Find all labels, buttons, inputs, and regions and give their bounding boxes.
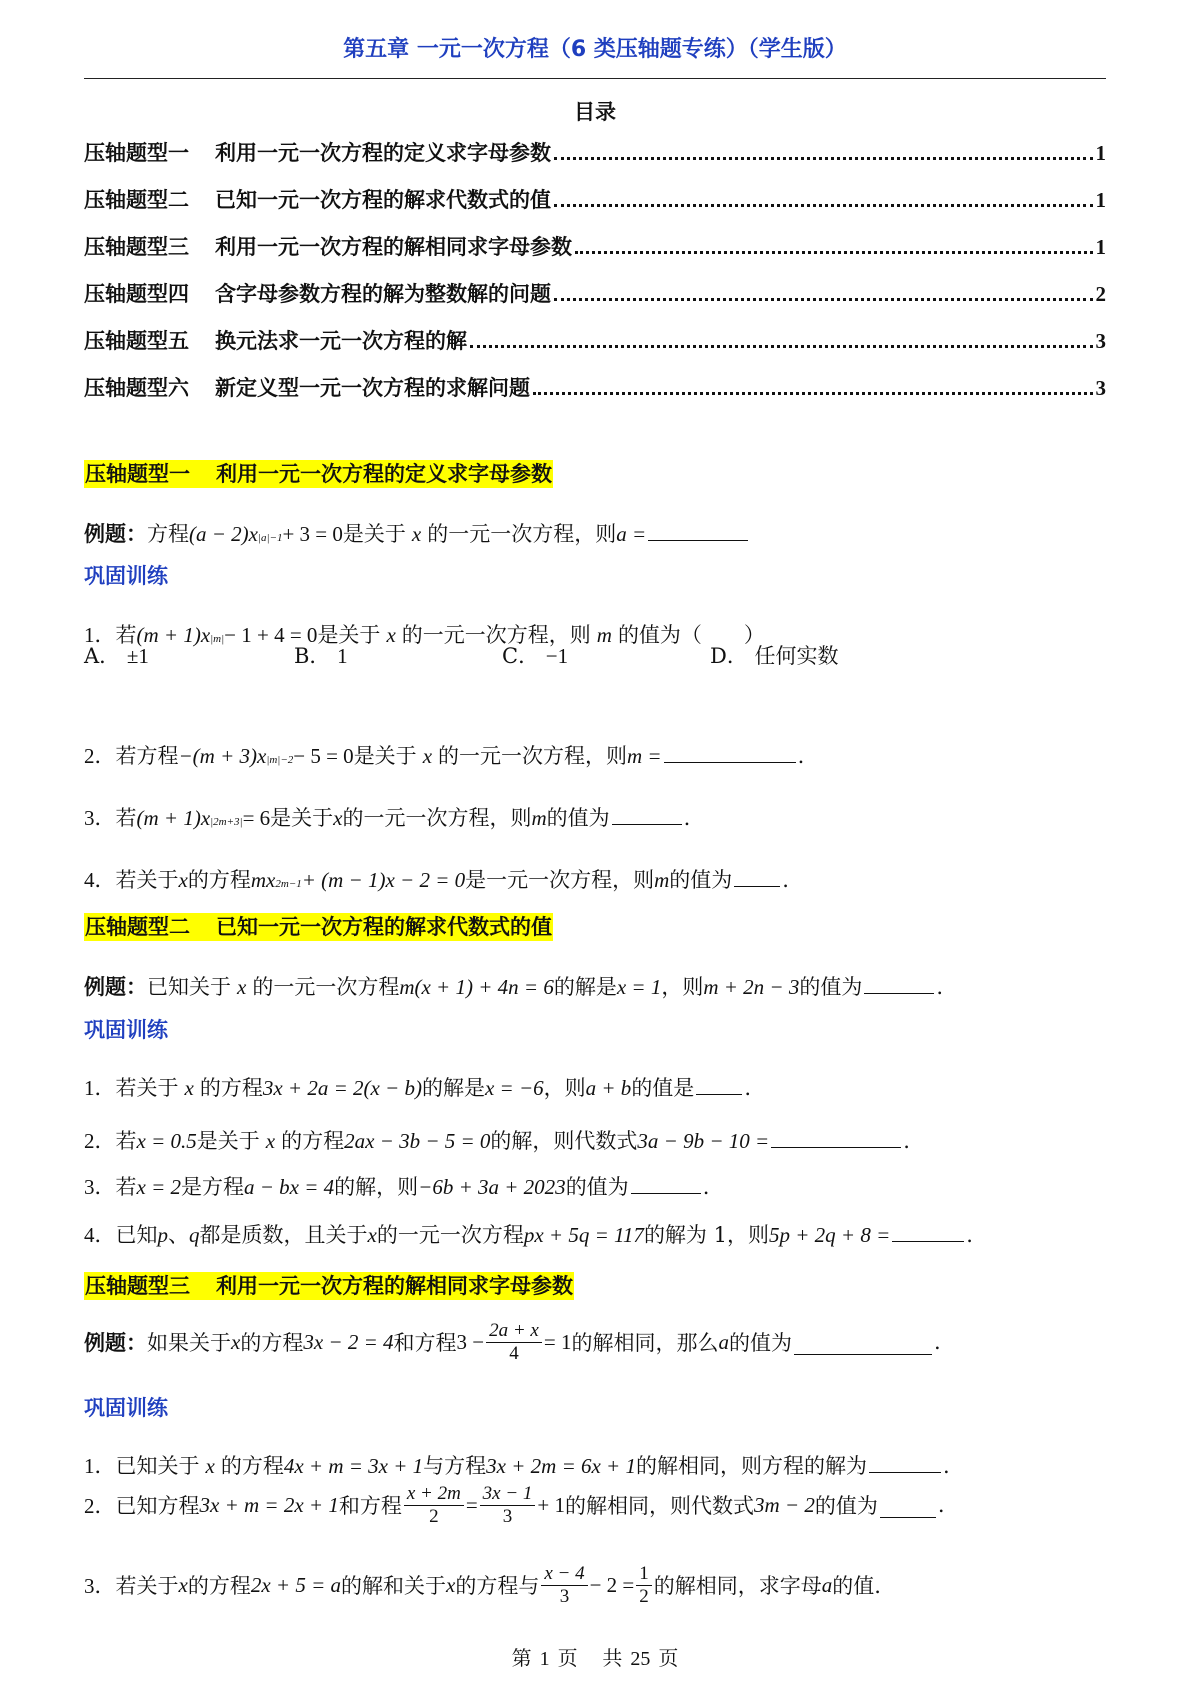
text: 方程: [147, 522, 189, 546]
math-var: x: [178, 868, 188, 892]
math: = 6: [242, 806, 271, 830]
question-number: 2．: [84, 1129, 116, 1153]
text: 的解相同，则代数式: [565, 1494, 755, 1519]
math: − 2 =: [589, 1572, 635, 1597]
math: m(x + 1) + 4n = 6: [399, 975, 554, 999]
text: 的方程与: [455, 1574, 540, 1599]
text: 的值是: [631, 1076, 695, 1100]
text: 的值.: [832, 1574, 881, 1599]
fraction: [404, 1483, 464, 1528]
answer-blank[interactable]: [612, 823, 682, 825]
math: −(m + 3)x: [178, 744, 267, 768]
question-number: 4．: [84, 868, 116, 892]
toc-item-label: 压轴题型五: [84, 329, 189, 353]
section-heading-3: [84, 1270, 574, 1300]
question-number: 3．: [84, 1175, 116, 1199]
question-2-4: [84, 1219, 973, 1249]
text: 的方程: [220, 1454, 284, 1478]
math: 3x + m = 2x + 1: [199, 1492, 339, 1517]
text: 都是质数，且关于: [199, 1223, 368, 1247]
toc-leader-dots: [575, 251, 1093, 254]
math: 3x + 2a = 2(x − b): [262, 1076, 422, 1100]
question-1-4: [84, 864, 789, 894]
toc-item-label: 压轴题型四: [84, 282, 189, 306]
math-var: x: [411, 522, 422, 546]
fraction-numerator: 3x − 1: [480, 1483, 536, 1506]
toc-leader-dots: [554, 157, 1093, 160]
fraction: [541, 1563, 587, 1608]
toc-item-6[interactable]: [84, 372, 1106, 419]
choice-value: 1: [337, 644, 348, 668]
choice-c[interactable]: [502, 640, 568, 670]
text: .: [744, 1076, 751, 1100]
text: 的值为: [799, 975, 863, 999]
toc-item-label: 压轴题型六: [84, 376, 189, 400]
fraction-numerator: x − 4: [541, 1563, 587, 1586]
text: 的值为: [669, 868, 733, 892]
toc-item-title: 已知一元一次方程的解求代数式的值: [215, 188, 551, 212]
math: + (m − 1)x − 2 = 0: [301, 868, 466, 892]
toc-item-page: 1: [1095, 141, 1106, 165]
math: x = 1: [616, 975, 662, 999]
section-label: 压轴题型三: [85, 1274, 190, 1298]
toc-leader-dots: [554, 298, 1093, 301]
answer-blank[interactable]: [869, 1471, 941, 1473]
choice-letter: A．: [84, 644, 121, 668]
math: x = −6: [484, 1076, 544, 1100]
toc-item-label: 压轴题型三: [84, 235, 189, 259]
example-1: [84, 518, 750, 548]
fraction-denominator: 2: [429, 1505, 439, 1527]
question-number: 4．: [84, 1223, 116, 1247]
math-var: x: [205, 1454, 215, 1478]
text: 的方程: [187, 868, 251, 892]
toc-item-title: 新定义型一元一次方程的求解问题: [215, 376, 530, 400]
math: px + 5q = 117: [523, 1223, 644, 1247]
math: x = 0.5: [136, 1129, 197, 1153]
text: 若关于: [115, 868, 179, 892]
math: 2ax − 3b − 5 = 0: [344, 1129, 491, 1153]
math: 2x + 5 = a: [250, 1572, 341, 1597]
text: 和方程: [393, 1331, 457, 1356]
text: 共: [602, 1646, 623, 1670]
math-var: x: [333, 806, 343, 830]
math-var: p: [157, 1223, 168, 1247]
text: 、: [168, 1223, 189, 1247]
choice-letter: B．: [294, 644, 331, 668]
text: 的解，则代数式: [490, 1129, 638, 1153]
text: 的解是: [421, 1076, 485, 1100]
text: 的方程: [240, 1331, 304, 1356]
text: .: [782, 868, 789, 892]
text: 是关于: [270, 806, 334, 830]
text: 若关于: [115, 1076, 179, 1100]
math: (a − 2)x: [189, 522, 258, 546]
question-3-1: [84, 1450, 950, 1480]
math: 4x + m = 3x + 1: [283, 1454, 424, 1478]
section-label: 压轴题型一: [85, 462, 190, 486]
question-3-3: [84, 1563, 881, 1608]
math-sup: |m|: [210, 633, 225, 645]
text: 的一元一次方程，则: [401, 623, 591, 647]
fraction-denominator: 3: [559, 1585, 570, 1607]
text: 的一元一次方程，则: [438, 744, 628, 768]
math: a =: [616, 522, 647, 546]
math: − 5 = 0: [293, 744, 354, 768]
text: 页: [658, 1646, 679, 1670]
toc-item-page: 3: [1095, 376, 1106, 400]
math-var: x: [265, 1129, 276, 1153]
choice-letter: C．: [502, 644, 540, 668]
text: ，则: [661, 975, 704, 999]
math: − 1 + 4 = 0: [224, 623, 318, 647]
text: .: [936, 975, 944, 999]
text: .: [797, 744, 805, 768]
answer-blank[interactable]: [696, 1093, 742, 1095]
text: 的方程: [187, 1574, 251, 1599]
toc-item-page: 3: [1095, 329, 1106, 353]
fraction-denominator: 2: [639, 1585, 649, 1607]
text: 若关于: [115, 1574, 179, 1599]
question-2-1: [84, 1072, 751, 1102]
toc-heading: 目录: [574, 100, 616, 124]
math: 3 −: [456, 1329, 485, 1354]
example-label: 例题：: [84, 1331, 147, 1356]
text: .: [966, 1223, 973, 1247]
toc-item-label: 压轴题型二: [84, 188, 189, 212]
text: 已知关于: [115, 1454, 200, 1478]
math-var: x: [178, 1572, 188, 1597]
text: 的解为 1，则: [643, 1223, 769, 1247]
fraction-numerator: 1: [636, 1563, 652, 1586]
math-var: x: [367, 1223, 377, 1247]
math: m =: [627, 744, 662, 768]
question-number: 3．: [84, 806, 116, 830]
toc-item-title: 利用一元一次方程的解相同求字母参数: [215, 235, 572, 259]
text: 是一元一次方程，则: [465, 868, 655, 892]
text: 的解相同，那么: [571, 1331, 719, 1356]
text: 已知关于: [147, 975, 231, 999]
text: 的解，则: [334, 1175, 419, 1199]
math: =: [465, 1492, 478, 1517]
text: 的值为: [546, 806, 610, 830]
text: 是关于: [353, 744, 417, 768]
text: 与方程: [423, 1454, 487, 1478]
fraction-denominator: 4: [509, 1342, 519, 1364]
question-2-2: [84, 1125, 910, 1155]
math: = 1: [543, 1329, 572, 1354]
math-var: m: [596, 623, 612, 647]
choice-d[interactable]: [710, 640, 839, 670]
text: 第: [511, 1646, 532, 1670]
text: 的方程: [281, 1129, 345, 1153]
math: 3x + 2m = 6x + 1: [486, 1454, 636, 1478]
practice-heading: 巩固训练: [84, 564, 168, 588]
math-var: x: [231, 1329, 241, 1354]
math: + 3 = 0: [282, 522, 343, 546]
example-label: 例题：: [84, 522, 147, 546]
text: .: [702, 1175, 710, 1199]
text: .: [903, 1129, 910, 1153]
answer-blank[interactable]: [892, 1240, 964, 1242]
math-sup: |a|−1: [257, 532, 283, 544]
question-1-1: [84, 619, 765, 649]
text: 若: [115, 1175, 137, 1199]
page-number: 1: [539, 1648, 550, 1670]
text: 和方程: [338, 1494, 402, 1519]
toc-item-page: 1: [1095, 235, 1106, 259]
answer-blank[interactable]: [631, 1192, 701, 1194]
math: 3a − 9b − 10 =: [637, 1129, 770, 1153]
math-var: m: [531, 806, 547, 830]
question-2-3: [84, 1171, 709, 1201]
answer-blank[interactable]: [734, 885, 780, 887]
fraction-numerator: 2a + x: [486, 1320, 542, 1343]
text: 的值为: [565, 1175, 629, 1199]
question-1-3: [84, 802, 690, 832]
section-title: 利用一元一次方程的解相同求字母参数: [216, 1274, 573, 1298]
question-number: 1．: [84, 1076, 116, 1100]
math-var: a: [718, 1329, 729, 1354]
answer-blank[interactable]: [864, 992, 934, 994]
choice-value: ±1: [126, 644, 149, 668]
choice-b[interactable]: [294, 640, 348, 670]
math-var: m: [654, 868, 670, 892]
math: (m + 1)x: [136, 623, 211, 647]
answer-blank[interactable]: [664, 761, 796, 763]
text: 的解和关于: [341, 1574, 446, 1599]
text: 若: [115, 806, 137, 830]
text: 若方程: [115, 744, 179, 768]
math: a − bx = 4: [244, 1175, 335, 1199]
text: 页: [557, 1646, 578, 1670]
math: + 1: [537, 1492, 566, 1517]
math: 5p + 2q + 8 =: [768, 1223, 891, 1247]
math-var: q: [189, 1223, 200, 1247]
math: a + b: [585, 1076, 632, 1100]
toc-leader-dots: [470, 345, 1093, 348]
fraction: [480, 1483, 536, 1528]
text: 的一元一次方程: [252, 975, 400, 999]
example-3: [84, 1320, 941, 1365]
math: 3x − 2 = 4: [303, 1329, 394, 1354]
math-sup: |2m+3|: [210, 816, 243, 828]
toc-item-page: 1: [1095, 188, 1106, 212]
choice-value: 任何实数: [754, 644, 839, 668]
toc-item-label: 压轴题型一: [84, 141, 189, 165]
toc-item-3[interactable]: [84, 231, 1106, 278]
question-number: 1．: [84, 1454, 116, 1478]
math: m + 2n − 3: [703, 975, 800, 999]
section-title: 已知一元一次方程的解求代数式的值: [216, 915, 552, 939]
math-sup: |m|−2: [266, 754, 294, 766]
math: −6b + 3a + 2023: [418, 1175, 566, 1199]
practice-heading: 巩固训练: [84, 1396, 168, 1420]
text: 已知方程: [115, 1494, 200, 1519]
text: ，则: [543, 1076, 586, 1100]
math-var: x: [184, 1076, 194, 1100]
toc-item-1[interactable]: [84, 137, 1106, 184]
math-sup: 2m−1: [275, 878, 302, 890]
answer-blank[interactable]: [771, 1146, 901, 1148]
toc-leader-dots: [533, 392, 1093, 395]
choice-value: −1: [545, 644, 569, 668]
math: (m + 1)x: [136, 806, 211, 830]
toc-item-2[interactable]: [84, 184, 1106, 231]
example-label: 例题：: [84, 975, 147, 999]
question-number: 1．: [84, 623, 116, 647]
math-var: x: [446, 1572, 456, 1597]
math-var: x: [237, 975, 247, 999]
answer-blank[interactable]: [648, 539, 748, 541]
text: 若: [115, 1129, 137, 1153]
math-var: x: [386, 623, 396, 647]
toc-item-4[interactable]: [84, 278, 1106, 325]
section-heading-1: [84, 458, 553, 488]
text: 的一元一次方程，则: [427, 522, 617, 546]
toc-item-title: 换元法求一元一次方程的解: [215, 329, 467, 353]
section-label: 压轴题型二: [85, 915, 190, 939]
text: 的值为: [814, 1494, 878, 1519]
text: 若: [115, 623, 137, 647]
text: 的解是: [553, 975, 617, 999]
example-2: [84, 971, 943, 1001]
text: .: [942, 1454, 950, 1478]
section-title: 利用一元一次方程的定义求字母参数: [216, 462, 552, 486]
text: 的一元一次方程: [376, 1223, 524, 1247]
question-number: 3．: [84, 1574, 116, 1599]
question-number: 2．: [84, 744, 116, 768]
page-footer: [0, 1642, 1190, 1671]
math-var: x: [422, 744, 433, 768]
fraction-denominator: 3: [502, 1505, 513, 1527]
text: 是关于: [317, 623, 381, 647]
text: 的值为: [728, 1331, 792, 1356]
answer-blank[interactable]: [880, 1516, 936, 1518]
question-1-2: [84, 740, 804, 770]
text: .: [933, 1330, 941, 1355]
toc-item-title: 利用一元一次方程的定义求字母参数: [215, 141, 551, 165]
question-number: 2．: [84, 1494, 116, 1519]
text: 的值为（ ）: [617, 623, 765, 647]
text: 的一元一次方程，则: [342, 806, 532, 830]
choice-letter: D．: [710, 644, 748, 668]
text: .: [683, 806, 691, 830]
toc-item-page: 2: [1095, 282, 1106, 306]
text: 已知: [115, 1223, 158, 1247]
math-var: a: [821, 1572, 833, 1597]
header-divider: [84, 78, 1106, 79]
table-of-contents: [84, 137, 1106, 419]
question-3-2: [84, 1483, 945, 1528]
answer-blank[interactable]: [794, 1353, 932, 1355]
fraction-numerator: x + 2m: [404, 1483, 464, 1506]
text: 的方程: [199, 1076, 263, 1100]
page-total: 25: [630, 1648, 651, 1670]
toc-item-title: 含字母参数方程的解为整数解的问题: [215, 282, 551, 306]
document-title: 第五章 一元一次方程（6 类压轴题专练）（学生版）: [343, 37, 847, 62]
text: 是关于: [342, 522, 406, 546]
math: 3m − 2: [754, 1492, 815, 1517]
text: 是方程: [181, 1175, 244, 1199]
fraction: [486, 1320, 542, 1365]
text: 如果关于: [147, 1331, 231, 1356]
toc-leader-dots: [554, 204, 1093, 207]
text: 的解相同，则方程的解为: [635, 1454, 867, 1478]
text: .: [937, 1493, 945, 1518]
text: 是关于: [196, 1129, 260, 1153]
toc-item-5[interactable]: [84, 325, 1106, 372]
practice-heading: 巩固训练: [84, 1018, 168, 1042]
section-heading-2: [84, 911, 553, 941]
math: x = 2: [136, 1175, 181, 1199]
math: mx: [250, 868, 276, 892]
fraction: [636, 1563, 652, 1608]
choice-a[interactable]: [84, 640, 149, 670]
text: 的解相同，求字母: [653, 1574, 822, 1599]
